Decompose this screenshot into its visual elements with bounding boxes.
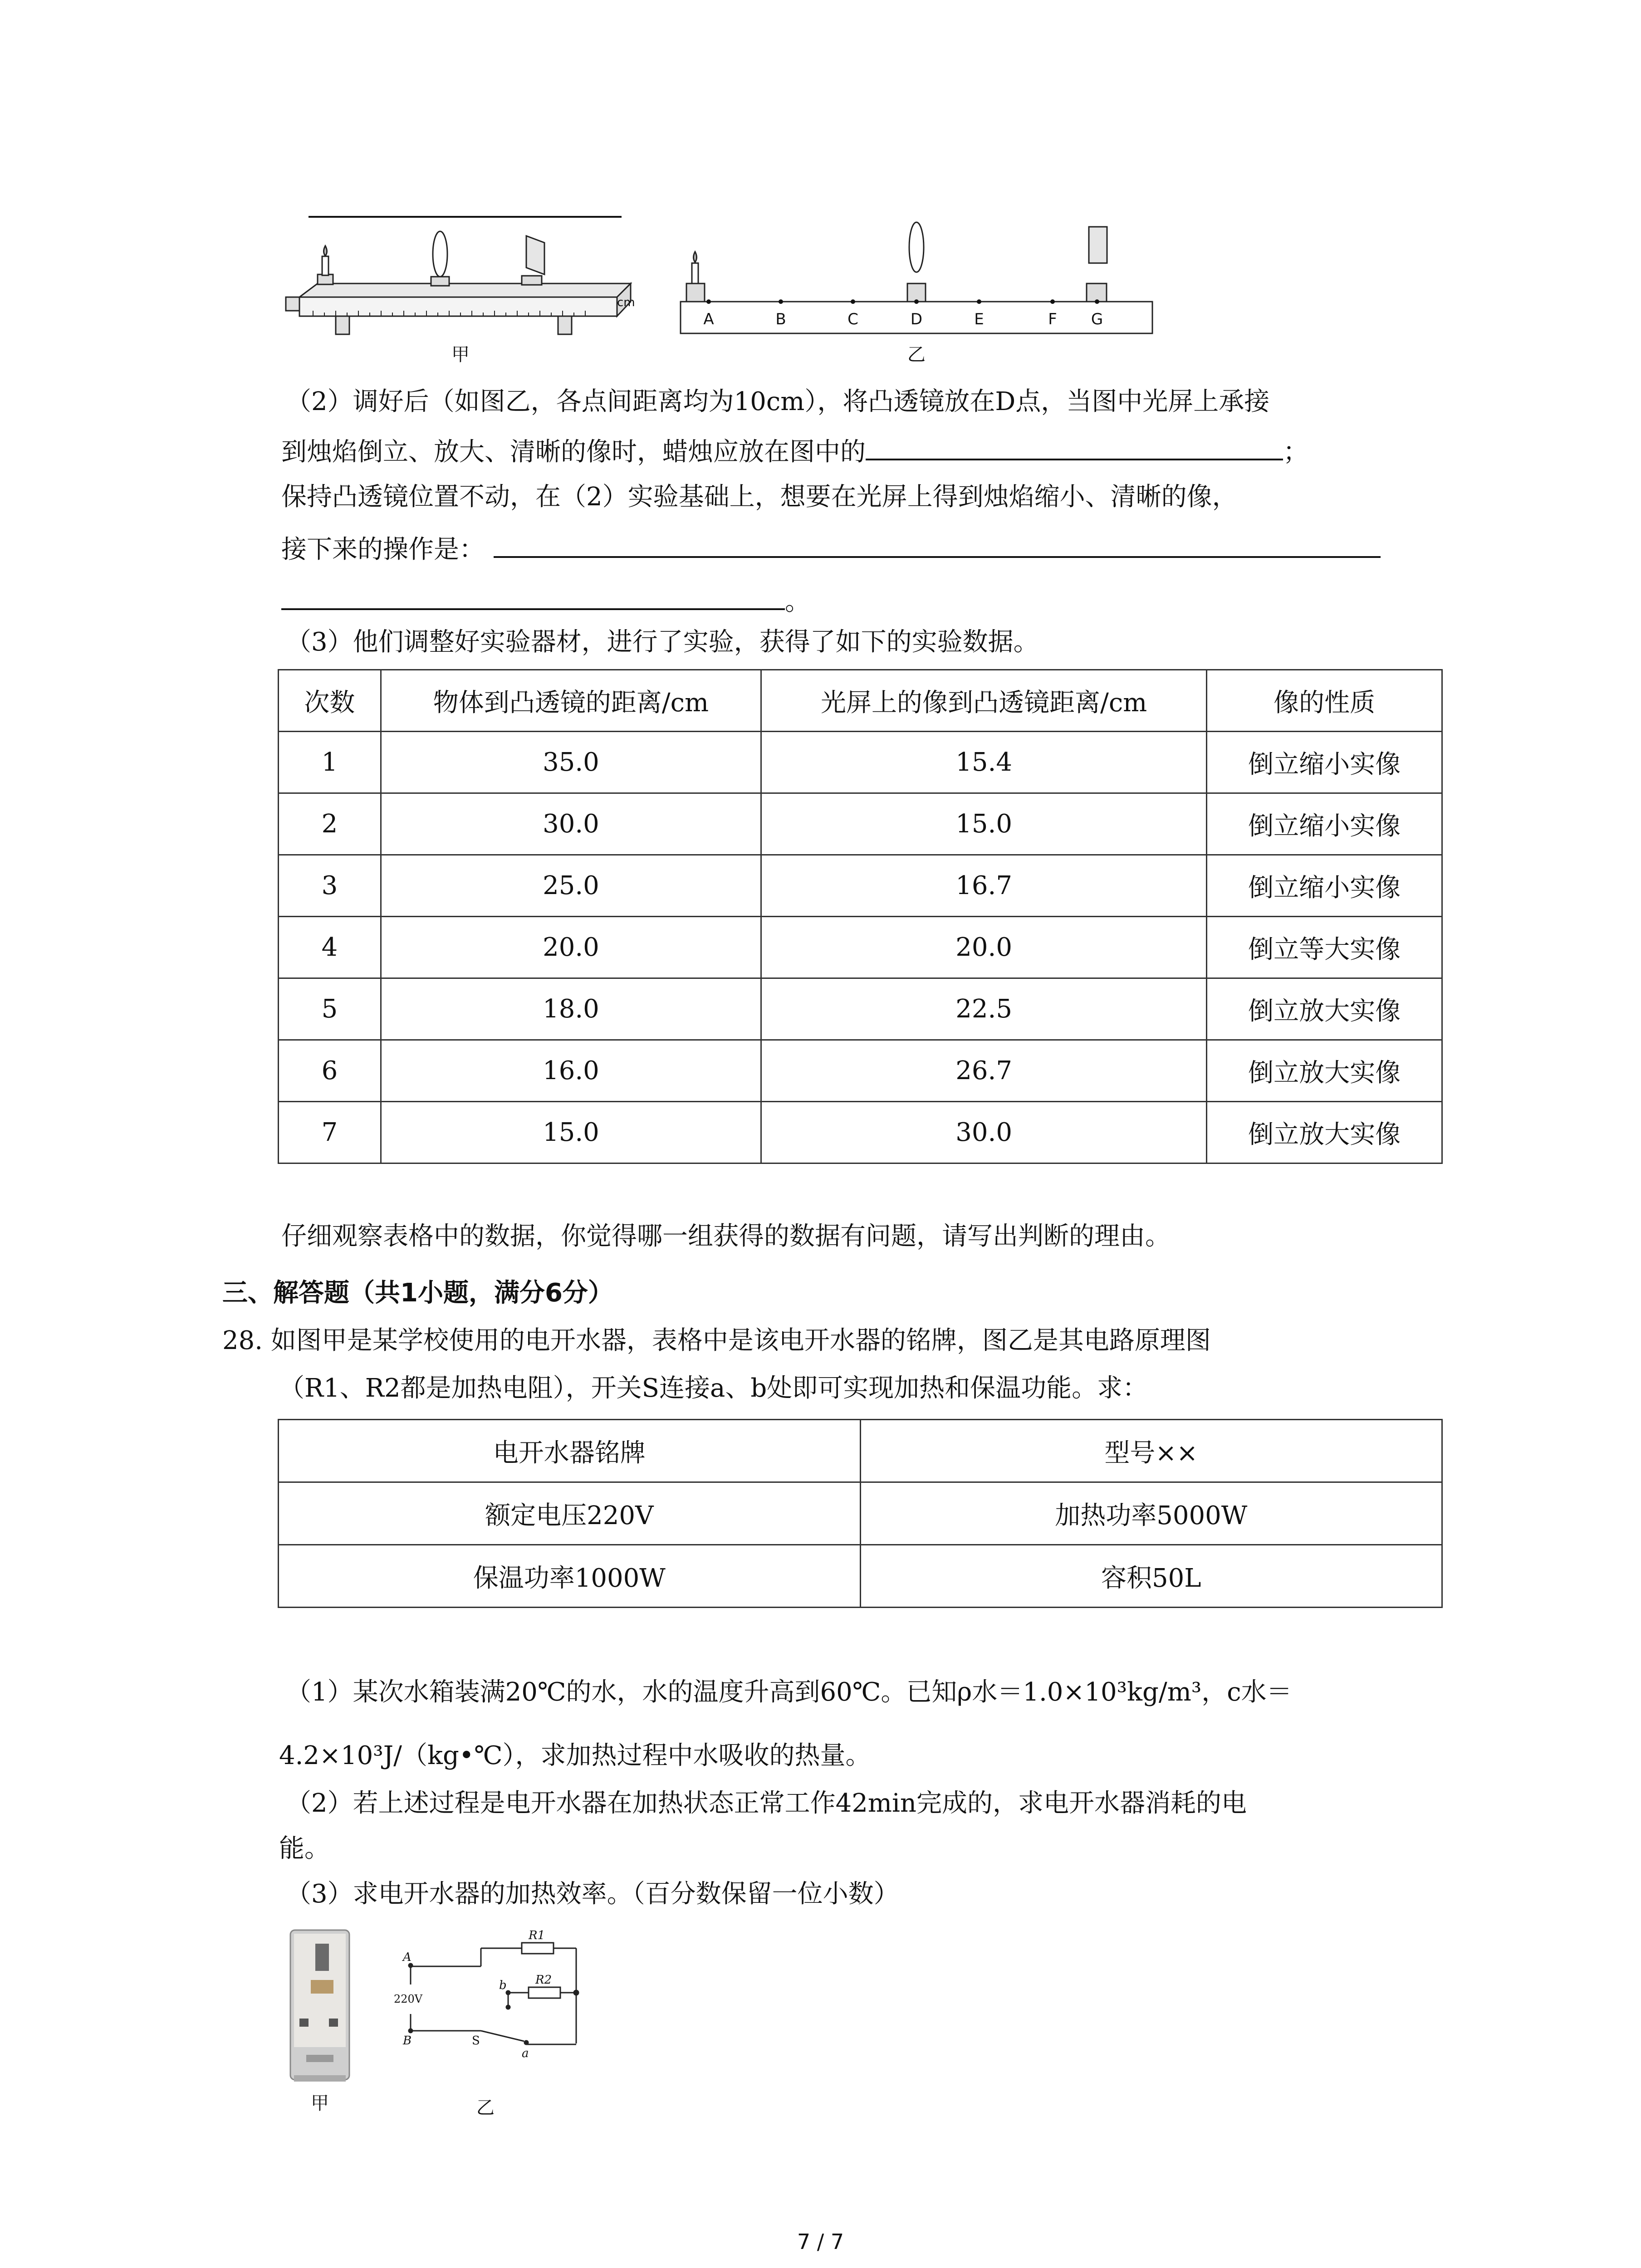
- experiment-data-table: [278, 669, 1443, 1164]
- table-header-cell: 光屏上的像到凸透镜距离/cm: [761, 670, 1207, 732]
- circuit-label-r2: R2: [535, 1973, 552, 1987]
- q27-part2-line2: [281, 433, 1308, 469]
- table-row: [279, 1482, 1442, 1545]
- water-heater-figures: [281, 1926, 635, 2121]
- ruler-unit: cm: [617, 296, 635, 309]
- table-cell: 额定电压220V: [279, 1482, 861, 1545]
- table-row: [279, 978, 1442, 1040]
- table-cell: 倒立放大实像: [1207, 1040, 1442, 1102]
- table-row: [279, 917, 1442, 978]
- q28-part1-line1: （1）某次水箱装满20℃的水，水的温度升高到60℃。已知ρ水＝1.0×10³kg/m³，c水＝: [286, 1677, 1292, 1707]
- point-label-e: E: [974, 310, 984, 328]
- table-cell: 20.0: [761, 917, 1207, 978]
- table-cell: 30.0: [381, 793, 761, 855]
- point-label-a: A: [703, 310, 714, 328]
- table-header-cell: 物体到凸透镜的距离/cm: [381, 670, 761, 732]
- table-row: [279, 1040, 1442, 1102]
- q28-line1: 28. 如图甲是某学校使用的电开水器，表格中是该电开水器的铭牌，图乙是其电路原理图: [222, 1326, 1211, 1355]
- q28-part3: （3）求电开水器的加热效率。（百分数保留一位小数）: [286, 1879, 899, 1909]
- figure-top: [272, 209, 1180, 381]
- table-cell: 16.0: [381, 1040, 761, 1102]
- circuit-label-r1: R1: [529, 1929, 545, 1942]
- table-cell: 25.0: [381, 855, 761, 917]
- table-cell: 容积50L: [860, 1545, 1442, 1608]
- table-cell: 22.5: [761, 978, 1207, 1040]
- table-row: [279, 793, 1442, 855]
- table-cell: 加热功率5000W: [860, 1482, 1442, 1545]
- q27-part2-line3: 保持凸透镜位置不动，在（2）实验基础上，想要在光屏上得到烛焰缩小、清晰的像，: [281, 482, 1238, 512]
- circuit-label-node-b: b: [499, 1979, 507, 1992]
- circuit-label-switch: S: [472, 2034, 480, 2048]
- table-cell: 倒立放大实像: [1207, 1102, 1442, 1163]
- table-cell: 7: [279, 1102, 381, 1163]
- table-row: [279, 1420, 1442, 1482]
- table-cell: 6: [279, 1040, 381, 1102]
- q27-part2-line4: [281, 531, 1381, 566]
- table-cell: 15.0: [381, 1102, 761, 1163]
- table-cell: 电开水器铭牌: [279, 1420, 861, 1482]
- q27-part2-line1: （2）调好后（如图乙，各点间距离均为10cm），将凸透镜放在D点，当图中光屏上承接: [286, 387, 1270, 416]
- q27-part2-line5-end: 。: [785, 587, 810, 616]
- point-label-c: C: [847, 310, 858, 328]
- section-heading: 三、解答题（共1小题，满分6分）: [222, 1278, 613, 1308]
- figure-caption-jia: 甲: [311, 2093, 329, 2114]
- point-label-g: G: [1091, 310, 1103, 328]
- figure-caption-yi: 乙: [476, 2097, 495, 2118]
- table-row: [279, 732, 1442, 793]
- q28-part1-line2: 4.2×10³J/（kg•℃），求加热过程中水吸收的热量。: [279, 1741, 871, 1770]
- point-label-d: D: [910, 310, 923, 328]
- table-cell: 26.7: [761, 1040, 1207, 1102]
- table-cell: 倒立缩小实像: [1207, 793, 1442, 855]
- table-cell: 16.7: [761, 855, 1207, 917]
- table-cell: 15.4: [761, 732, 1207, 793]
- circuit-label-a: A: [403, 1950, 411, 1964]
- table-cell: 18.0: [381, 978, 761, 1040]
- q27-part2-line2-text: 到烛焰倒立、放大、清晰的像时，蜡烛应放在图中的: [281, 437, 866, 467]
- q27-part2-line5: [281, 583, 810, 618]
- circuit-label-b: B: [403, 2034, 412, 2048]
- q27-part3-intro: （3）他们调整好实验器材，进行了实验，获得了如下的实验数据。: [286, 627, 1039, 657]
- optical-bench-jia: [286, 231, 631, 334]
- table-cell: 倒立缩小实像: [1207, 732, 1442, 793]
- point-label-b: B: [775, 310, 786, 328]
- table-cell: 30.0: [761, 1102, 1207, 1163]
- circuit-label-voltage: 220V: [394, 1993, 423, 2005]
- table-cell: 型号××: [860, 1420, 1442, 1482]
- table-cell: 35.0: [381, 732, 761, 793]
- q27-part2-line4-text: 接下来的操作是：: [281, 535, 485, 564]
- figure-caption-yi: 乙: [907, 344, 926, 365]
- table-header-cell: 次数: [279, 670, 381, 732]
- nameplate-table: [278, 1419, 1443, 1608]
- table-cell: 倒立放大实像: [1207, 978, 1442, 1040]
- q28-part2-line2: 能。: [279, 1834, 330, 1863]
- table-cell: 1: [279, 732, 381, 793]
- table-cell: 2: [279, 793, 381, 855]
- q27-part2-line2-end: ；: [1283, 437, 1308, 467]
- table-cell: 3: [279, 855, 381, 917]
- q28-part2-line1: （2）若上述过程是电开水器在加热状态正常工作42min完成的，求电开水器消耗的电: [286, 1789, 1247, 1818]
- table-cell: 保温功率1000W: [279, 1545, 861, 1608]
- table-cell: 倒立等大实像: [1207, 917, 1442, 978]
- point-label-f: F: [1048, 310, 1057, 328]
- table-cell: 15.0: [761, 793, 1207, 855]
- circuit-label-node-a: a: [522, 2047, 529, 2060]
- table-header-cell: 像的性质: [1207, 670, 1442, 732]
- table-cell: 倒立缩小实像: [1207, 855, 1442, 917]
- table-row: [279, 1102, 1442, 1163]
- page-number: 7 / 7: [797, 2229, 844, 2254]
- answer-blank-operation[interactable]: [494, 531, 1381, 558]
- optical-bench-figures: [272, 209, 1180, 381]
- answer-blank-operation-cont[interactable]: [281, 583, 785, 610]
- q27-after-table: 仔细观察表格中的数据，你觉得哪一组获得的数据有问题，请写出判断的理由。: [281, 1222, 1171, 1251]
- figure-bottom: [281, 1926, 635, 2121]
- table-cell: 5: [279, 978, 381, 1040]
- table-cell: 20.0: [381, 917, 761, 978]
- figure-caption-jia: 甲: [451, 344, 470, 365]
- table-row: [279, 855, 1442, 917]
- table-cell: 4: [279, 917, 381, 978]
- q28-line2: （R1、R2都是加热电阻），开关S连接a、b处即可实现加热和保温功能。求：: [279, 1374, 1148, 1403]
- water-heater-image: [290, 1930, 349, 2082]
- table-row: [279, 1545, 1442, 1608]
- answer-blank-candle-position[interactable]: [866, 433, 1283, 460]
- circuit-diagram: [409, 1943, 578, 2044]
- table-header-row: [279, 670, 1442, 732]
